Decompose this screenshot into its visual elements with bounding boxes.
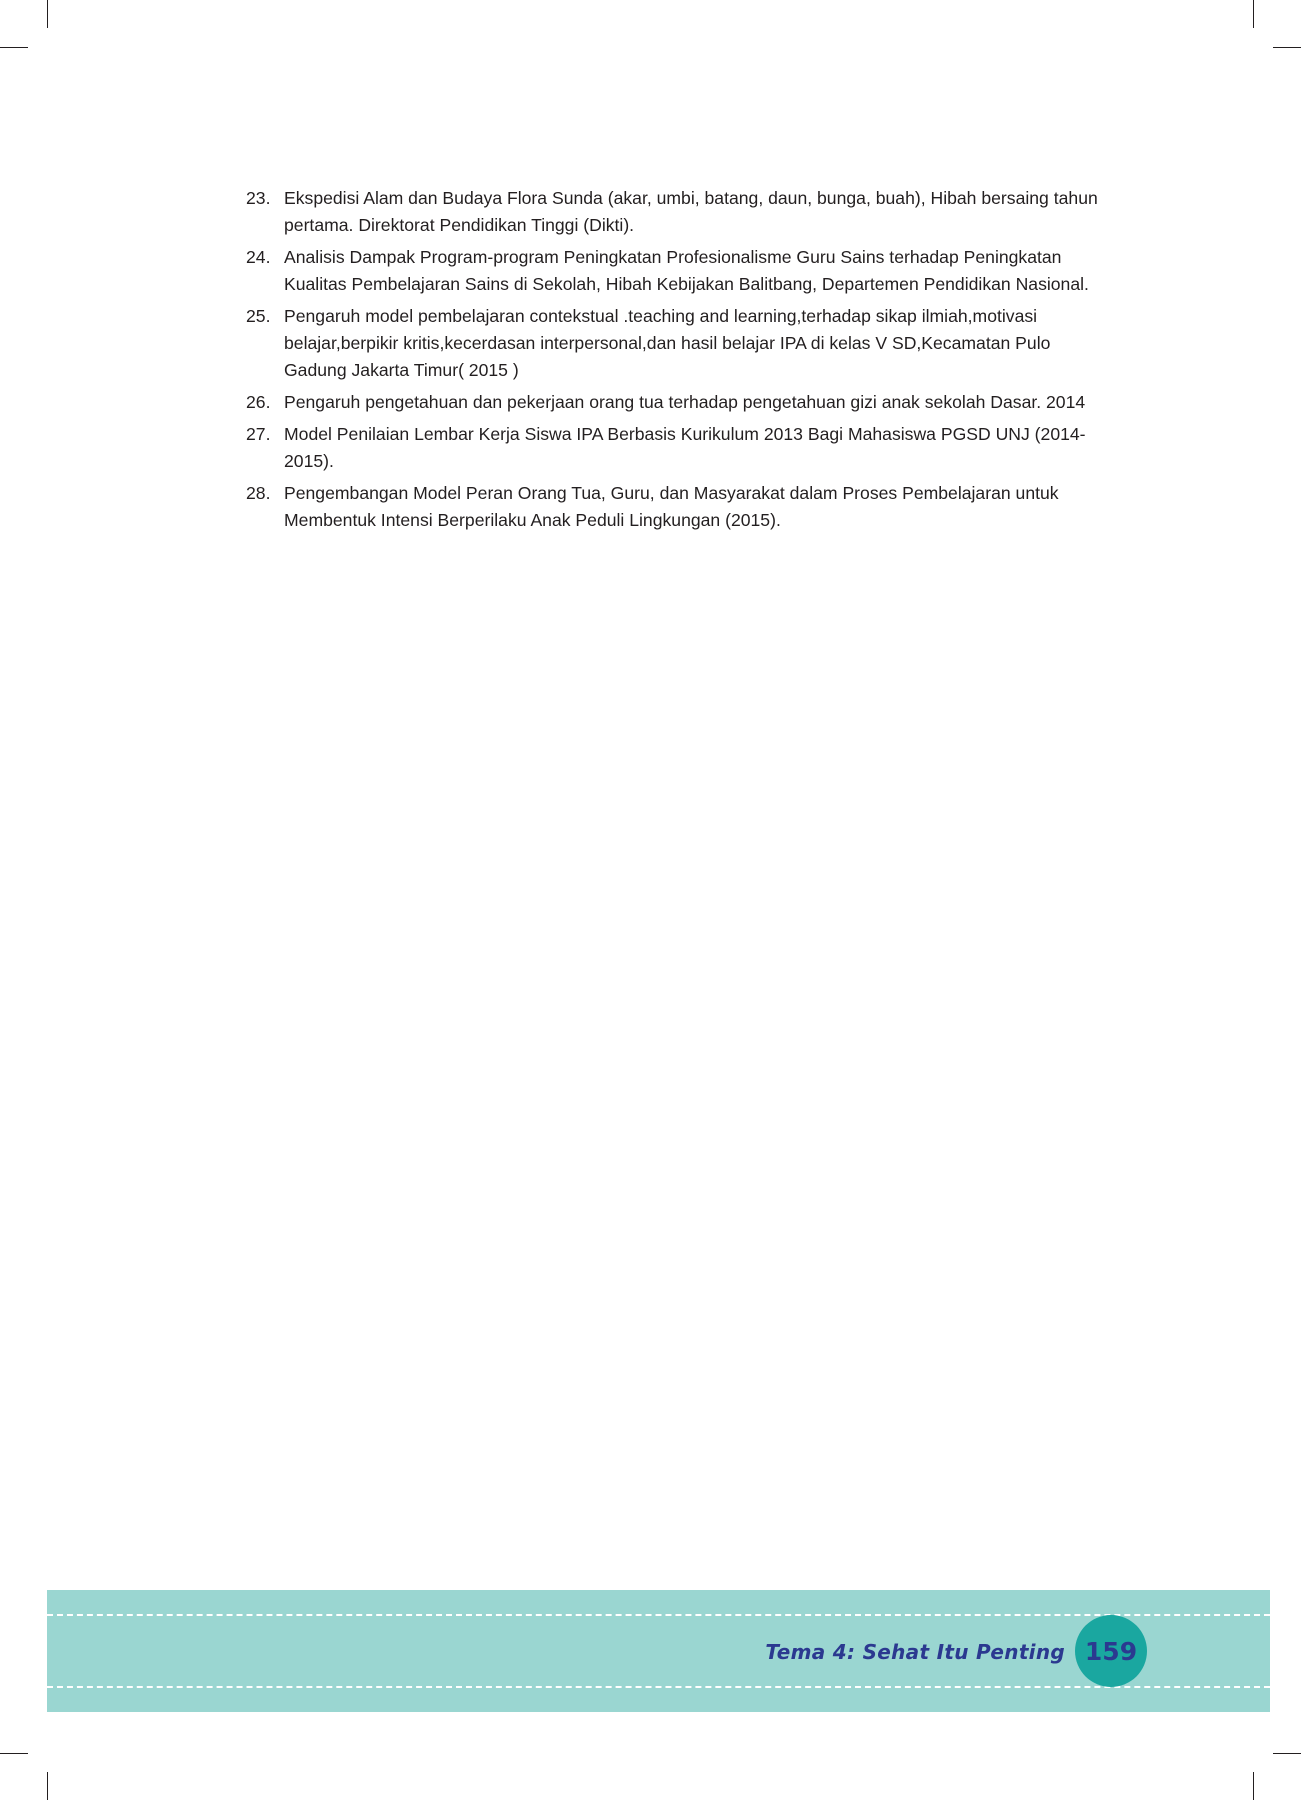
reference-item [246,480,1108,534]
crop-mark [0,1753,28,1754]
reference-text: Ekspedisi Alam dan Budaya Flora Sunda (akar, umbi, batang, daun, bunga, buah), Hibah bersaing tahun pertama. Direktorat Pendidikan Tinggi (Dikti). [284,188,1098,235]
page-number-badge [1075,1615,1147,1687]
reference-number: 26. [246,392,271,412]
footer-dashed-line [47,1686,1270,1688]
reference-number: 24. [246,247,271,267]
crop-mark [1273,47,1301,48]
footer-dashed-line [47,1614,1270,1616]
reference-number: 28. [246,483,271,503]
footer-theme-title: Tema 4: Sehat Itu Penting [765,1640,1065,1664]
reference-text: Pengaruh pengetahuan dan pekerjaan orang tua terhadap pengetahuan gizi anak sekolah Dasar. 2014 [284,392,1086,412]
crop-mark [1253,1772,1254,1800]
crop-mark [0,47,28,48]
reference-list [246,185,1108,539]
reference-text: Analisis Dampak Program-program Peningkatan Profesionalisme Guru Sains terhadap Peningkatan Kualitas Pembelajaran Sains di Sekolah, Hibah Kebijakan Balitbang, Departemen Pendidikan Nasional. [284,247,1089,294]
reference-item [246,389,1108,416]
footer-band [47,1590,1270,1712]
crop-mark [1253,0,1254,28]
reference-number: 25. [246,306,271,326]
reference-number: 23. [246,188,271,208]
reference-item [246,185,1108,239]
reference-text: Model Penilaian Lembar Kerja Siswa IPA Berbasis Kurikulum 2013 Bagi Mahasiswa PGSD UNJ (2014-2015). [284,424,1086,471]
crop-mark [47,1772,48,1800]
reference-number: 27. [246,424,271,444]
crop-mark [47,0,48,28]
page-number: 159 [1084,1636,1138,1666]
reference-item [246,421,1108,475]
crop-mark [1273,1753,1301,1754]
reference-text: Pengembangan Model Peran Orang Tua, Guru, dan Masyarakat dalam Proses Pembelajaran untuk Membentuk Intensi Berperilaku Anak Peduli Lingkungan (2015). [284,483,1059,530]
reference-item [246,303,1108,384]
reference-item [246,244,1108,298]
reference-text: Pengaruh model pembelajaran contekstual .teaching and learning,terhadap sikap ilmiah,motivasi belajar,berpikir kritis,kecerdasan interpersonal,dan hasil belajar IPA di kelas V SD,Kecamatan Pulo Gadung Jakarta Timur( 2015 ) [284,306,1051,380]
